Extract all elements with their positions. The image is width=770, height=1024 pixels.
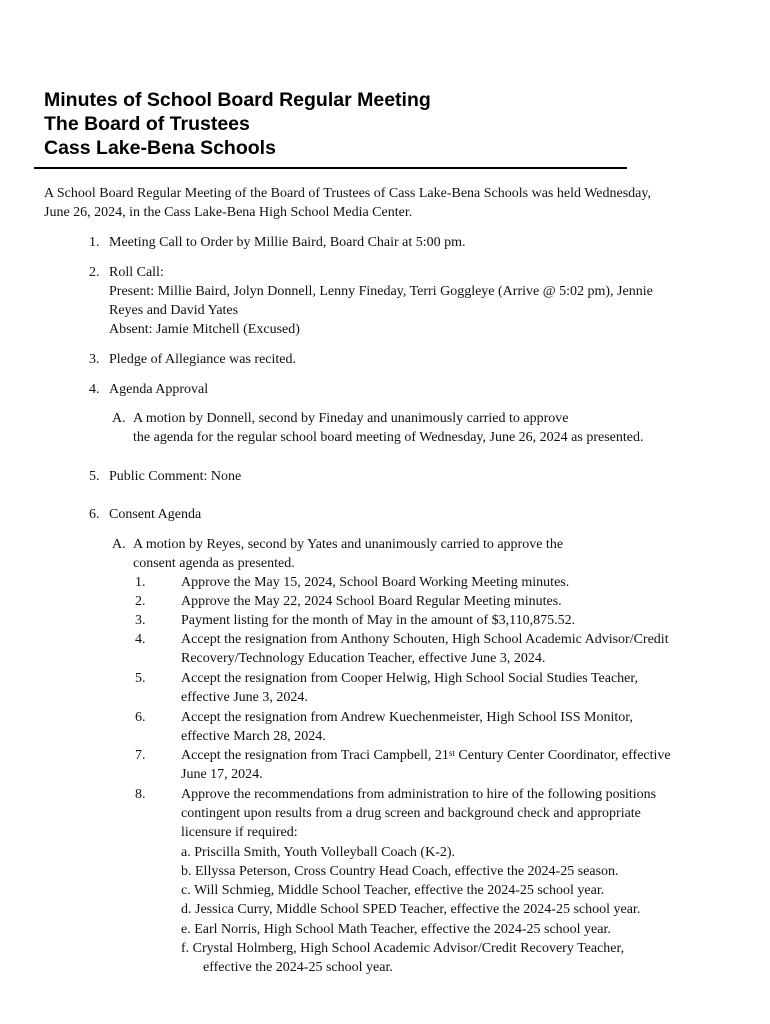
consent-7-text-1b: Century Center Coordinator, effective — [454, 748, 671, 763]
consent-8-text-3: licensure if required: — [181, 825, 298, 840]
consent-8-text-1: Approve the recommendations from administration to hire of the following positions — [181, 787, 657, 802]
consent-5-number: 5. — [135, 671, 146, 686]
roll-call-present-2: Reyes and David Yates — [109, 303, 239, 318]
consent-6-text-1: Accept the resignation from Andrew Kuechenmeister, High School ISS Monitor, — [181, 710, 633, 725]
consent-7-text-1a: Accept the resignation from Traci Campbell, 21 — [181, 748, 449, 763]
item-6-text: Consent Agenda — [109, 507, 202, 522]
hire-f-line-2: effective the 2024-25 school year. — [203, 960, 393, 975]
item-2-text: Roll Call: — [109, 265, 164, 280]
item-4a-line-1: A motion by Donnell, second by Fineday and unanimously carried to approve — [133, 411, 569, 426]
item-1-number: 1. — [89, 235, 100, 250]
item-6a-line-1: A motion by Reyes, second by Yates and unanimously carried to approve the — [133, 537, 564, 552]
hire-b: b. Ellyssa Peterson, Cross Country Head Coach, effective the 2024-25 season. — [181, 864, 619, 879]
consent-6-text-2: effective March 28, 2024. — [181, 729, 326, 744]
consent-7-text-1 — [181, 746, 671, 766]
title-divider — [34, 167, 627, 169]
roll-call-absent: Absent: Jamie Mitchell (Excused) — [109, 322, 300, 337]
consent-8-text-2: contingent upon results from a drug screen and background check and appropriate — [181, 806, 641, 821]
hire-f-line-1: f. Crystal Holmberg, High School Academic Advisor/Credit Recovery Teacher, — [181, 941, 625, 956]
consent-2-number: 2. — [135, 594, 146, 609]
item-4-number: 4. — [89, 382, 100, 397]
document-title — [44, 88, 431, 160]
consent-2-text: Approve the May 22, 2024 School Board Regular Meeting minutes. — [181, 594, 562, 609]
title-line-2: The Board of Trustees — [44, 113, 250, 135]
consent-4-text-2: Recovery/Technology Education Teacher, effective June 3, 2024. — [181, 651, 546, 666]
ordinal-superscript: st — [448, 748, 455, 758]
consent-7-text-2: June 17, 2024. — [181, 767, 263, 782]
item-4-text: Agenda Approval — [109, 382, 209, 397]
hire-c: c. Will Schmieg, Middle School Teacher, effective the 2024-25 school year. — [181, 883, 605, 898]
consent-4-number: 4. — [135, 632, 146, 647]
consent-5-text-2: effective June 3, 2024. — [181, 690, 308, 705]
title-line-3: Cass Lake-Bena Schools — [44, 137, 276, 159]
hire-d: d. Jessica Curry, Middle School SPED Teacher, effective the 2024-25 school year. — [181, 902, 641, 917]
intro-line-2: June 26, 2024, in the Cass Lake-Bena High School Media Center. — [44, 205, 413, 220]
consent-4-text-1: Accept the resignation from Anthony Schouten, High School Academic Advisor/Credit — [181, 632, 669, 647]
item-5-number: 5. — [89, 469, 100, 484]
consent-1-number: 1. — [135, 575, 146, 590]
item-6-number: 6. — [89, 507, 100, 522]
item-5-text: Public Comment: None — [109, 469, 242, 484]
item-6a-line-2: consent agenda as presented. — [133, 556, 295, 571]
intro-line-1: A School Board Regular Meeting of the Board of Trustees of Cass Lake-Bena Schools was held Wednesday, — [44, 186, 651, 201]
consent-8-number: 8. — [135, 787, 146, 802]
item-3-text: Pledge of Allegiance was recited. — [109, 352, 296, 367]
title-line-1: Minutes of School Board Regular Meeting — [44, 89, 431, 111]
consent-7-number: 7. — [135, 748, 146, 763]
item-4a-line-2: the agenda for the regular school board meeting of Wednesday, June 26, 2024 as presented. — [133, 430, 644, 445]
item-6a-letter: A. — [112, 537, 126, 552]
consent-3-text: Payment listing for the month of May in the amount of $3,110,875.52. — [181, 613, 576, 628]
item-4a-letter: A. — [112, 411, 126, 426]
consent-1-text: Approve the May 15, 2024, School Board Working Meeting minutes. — [181, 575, 570, 590]
roll-call-present-1: Present: Millie Baird, Jolyn Donnell, Lenny Fineday, Terri Goggleye (Arrive @ 5:02 pm), Jennie — [109, 284, 653, 299]
item-1-text: Meeting Call to Order by Millie Baird, Board Chair at 5:00 pm. — [109, 235, 466, 250]
consent-3-number: 3. — [135, 613, 146, 628]
hire-a: a. Priscilla Smith, Youth Volleyball Coach (K-2). — [181, 845, 456, 860]
consent-5-text-1: Accept the resignation from Cooper Helwig, High School Social Studies Teacher, — [181, 671, 638, 686]
consent-6-number: 6. — [135, 710, 146, 725]
item-3-number: 3. — [89, 352, 100, 367]
item-2-number: 2. — [89, 265, 100, 280]
hire-e: e. Earl Norris, High School Math Teacher, effective the 2024-25 school year. — [181, 922, 611, 937]
